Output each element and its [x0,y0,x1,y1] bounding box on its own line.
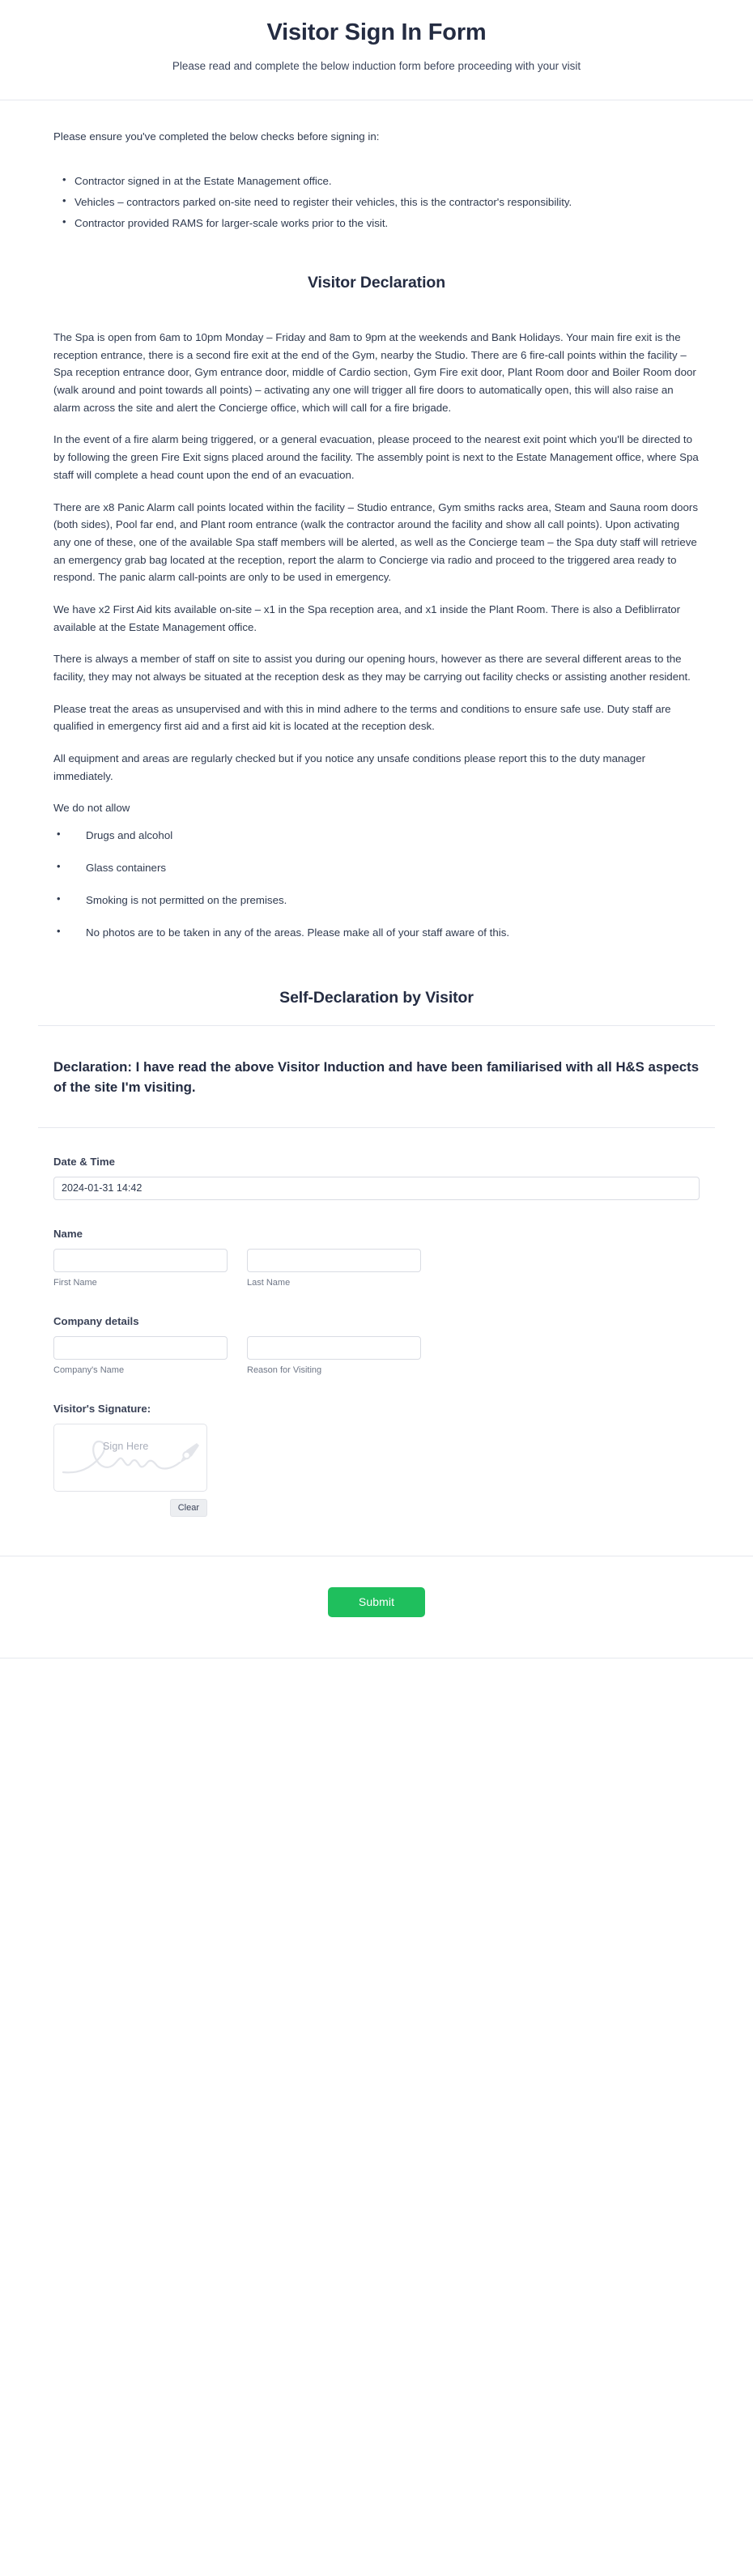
signature-pad[interactable] [53,1424,207,1492]
pen-nib-icon [180,1443,199,1463]
company-name-sub-label: Company's Name [53,1365,125,1375]
company-name-col [53,1336,228,1375]
self-declaration-statement: Declaration: I have read the above Visitor Induction and have been familiarised with all H&S aspects of the site I'm visiting. [53,1058,700,1096]
list-item: • Glass containers [53,859,700,876]
form-header [0,0,753,100]
declaration-paragraph: All equipment and areas are regularly checked but if you notice any unsafe conditions please report this to the duty manager immediately. [53,752,646,782]
company-name-input[interactable] [53,1336,228,1360]
company-field-group [53,1315,700,1375]
clear-signature-button[interactable]: Clear [170,1499,207,1517]
reason-for-visiting-input[interactable] [247,1336,421,1360]
self-declaration-bottom-divider [38,1127,715,1128]
checks-list [53,172,700,232]
list-item: • Vehicles – contractors parked on-site need to register their vehicles, this is the contractor's responsibility. [74,194,700,211]
signature-placeholder-graphic [54,1424,206,1491]
declaration-paragraph: The Spa is open from 6am to 10pm Monday – Friday and 8am to 9pm at the weekends and Bank Holidays. Your main fire exit is the reception entrance, there is a second fire exit at the end of the Gym, nearby the Studio. There are 6 fire-call points within the facility – Spa reception entrance door, Gym entrance door, middle of Cardio section, Gym Fire exit door, Plant Room door and Boiler Room door (walk around and point towards all points) – activating any one will trigger all fire doors to automatically open, this will also raise an alarm across the site and alert the Concierge office, which will call for a fire brigade. [53,331,696,414]
company-details-label: Company details [53,1314,139,1327]
signature-scribble-icon [58,1428,202,1488]
page-subtitle: Please read and complete the below induction form before proceeding with your visit [172,60,581,72]
signature-label: Visitor's Signature: [53,1402,151,1415]
list-item: • Contractor provided RAMS for larger-scale works prior to the visit. [74,215,700,232]
first-name-sub-label: First Name [53,1277,97,1288]
self-declaration-heading: Self-Declaration by Visitor [279,988,474,1007]
datetime-label: Date & Time [53,1155,115,1168]
declaration-paragraph: In the event of a fire alarm being triggered, or a general evacuation, please proceed to the nearest exit point which you'll be directed to by following the green Fire Exit signs placed around the facility. The assembly point is next to the Estate Management office, where Spa staff will complete a head count upon the end of an evacuation. [53,433,699,481]
checks-lead-text: Please ensure you've completed the below checks before signing in: [53,130,380,143]
pre-signin-checks-section [0,128,753,1007]
first-name-col [53,1249,228,1288]
first-name-input[interactable] [53,1249,228,1272]
last-name-sub-label: Last Name [247,1277,291,1288]
submit-button[interactable]: Submit [328,1587,425,1617]
list-item: • No photos are to be taken in any of the areas. Please make all of your staff aware of this. [53,924,700,941]
last-name-input[interactable] [247,1249,421,1272]
page-title: Visitor Sign In Form [266,19,487,45]
not-allowed-lead: We do not allow [53,802,130,815]
sign-here-text: Sign Here [103,1440,149,1452]
declaration-paragraph: There are x8 Panic Alarm call points located within the facility – Studio entrance, Gym smiths racks area, Steam and Sauna room doors (both sides), Pool far end, and Plant room entrance (walk the contractor around the facility and show all call points). Upon activating any one of these, one of the available Spa staff members will be alerted, as well as the Concierge team – the Spa duty staff will retrieve an emergency grab bag located at the reception, report the alarm to Concierge via radio and proceed to the triggered area ready to respond. The panic alarm call-points are only to be used in emergency. [53,500,698,584]
name-label: Name [53,1227,83,1240]
not-allowed-list [53,827,700,942]
reason-for-visiting-sub-label: Reason for Visiting [247,1365,322,1375]
list-item: • Drugs and alcohol [53,827,700,844]
signature-field-group [53,1403,700,1517]
datetime-field-group [53,1156,700,1200]
list-item: • Contractor signed in at the Estate Management office. [74,172,700,189]
submit-area [0,1556,753,1658]
name-field-group [53,1228,700,1288]
declaration-paragraph: Please treat the areas as unsupervised and with this in mind adhere to the terms and conditions to ensure safe use. Duty staff are qualified in emergency first aid and a first aid kit is located at the reception desk. [53,702,671,733]
visitor-declaration-heading: Visitor Declaration [307,274,446,292]
datetime-input[interactable] [53,1177,700,1200]
last-name-col [247,1249,421,1288]
reason-for-visiting-col [247,1336,421,1375]
declaration-paragraph: There is always a member of staff on site to assist you during our opening hours, however as there are several different areas to the facility, they may not always be situated at the reception desk as they may be carrying out facility checks or assisting another resident. [53,653,691,683]
visitor-form [0,1156,753,1517]
list-item: • Smoking is not permitted on the premises. [53,892,700,909]
self-declaration-block [0,1025,753,1128]
declaration-paragraph: We have x2 First Aid kits available on-site – x1 in the Spa reception area, and x1 inside the Plant Room. There is also a Defiblirrator available at the Estate Management office. [53,602,681,633]
